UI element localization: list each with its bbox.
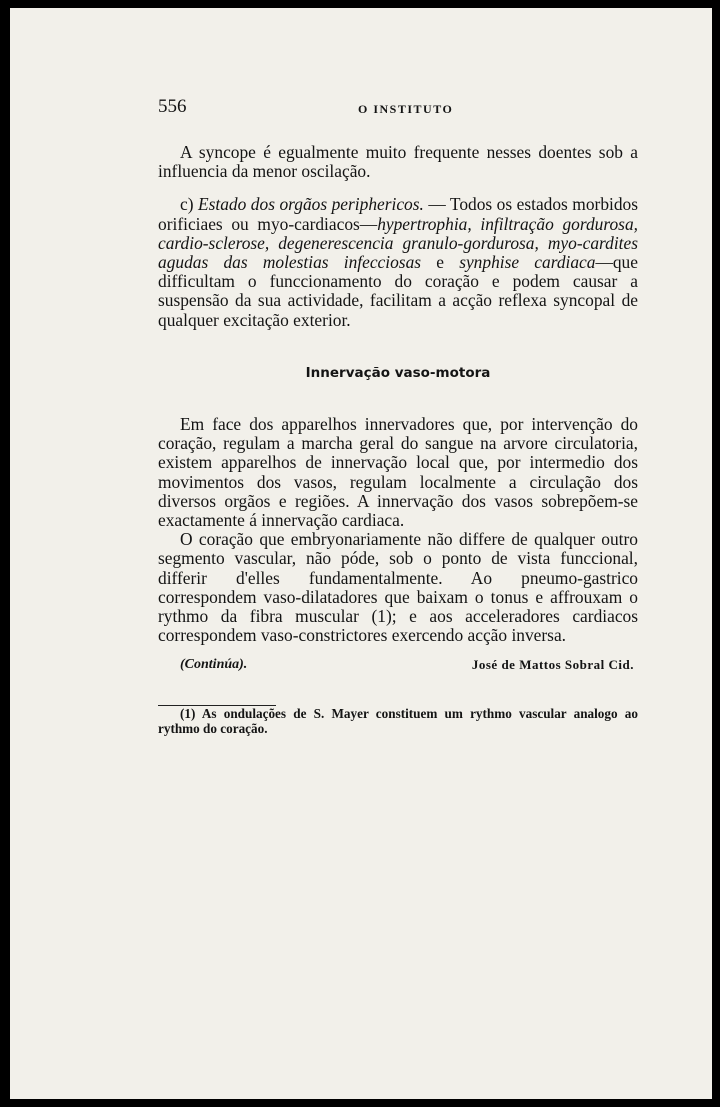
book-page (10, 8, 712, 1099)
page-header (158, 96, 638, 126)
paragraph-orgaos (158, 195, 638, 329)
paragraph-innervacao: Em face dos apparelhos innervadores que, por intervenção do coração, regulam a marcha geral do sangue na arvore circulatoria, existem apparelhos de innervação local que, por intermedio dos movimentos dos vasos, regulam localmente a circulação dos diversos orgãos e regiões. A innervação dos vasos sobrepõem-se exactamente á innervação cardiaca. (158, 414, 638, 531)
item-text-b: e (421, 252, 460, 273)
item-text-a: — Todos os estados morbidos orificiaes ou myo-cardiacos— (158, 194, 639, 234)
author-name: José de Mattos Sobral Cid. (471, 657, 634, 673)
item-label: c) (180, 194, 194, 215)
running-title: O INSTITUTO (358, 102, 454, 116)
footnote: (1) As ondulações de S. Mayer constituem um rythmo vascular analogo ao rythmo do coração. (158, 705, 638, 736)
item-title: Estado dos orgãos periphericos. (198, 194, 424, 215)
continua-note: (Continúa). (180, 657, 248, 673)
text-column (158, 143, 638, 736)
item-italic-list: hypertrophia, infiltração gordurosa, cardio-sclerose, degenerescencia granulo-gordurosa, myo-cardites agudas das molestias infecciosas (158, 213, 638, 273)
paragraph-syncope: A syncope é egualmente muito frequente nesses doentes sob a influencia da menor oscilação. (158, 142, 638, 182)
paragraph-coracao: O coração que embryonariamente não differe de qualquer outro segmento vascular, não póde, sob o ponto de vista funccional, differir d'elles fundamentalmente. Ao pneumo-gastrico correspondem vaso-dilatadores que baixam o tonus e affrouxam o rythmo da fibra muscular (1); e aos acceleradores cardiacos correspondem vaso-constrictores exercendo acção inversa. (158, 529, 638, 646)
item-italic-b: synphise cardiaca (459, 252, 596, 273)
section-heading: Innervação vaso-motora (305, 364, 491, 381)
item-text-c: —que difficultam o funccionamento do coração e podem causar a suspensão da sua actividade, facilitam a acção reflexa syncopal de qualquer excitação exterior. (158, 252, 638, 330)
signature-line (158, 655, 638, 674)
page-number: 556 (158, 96, 187, 117)
